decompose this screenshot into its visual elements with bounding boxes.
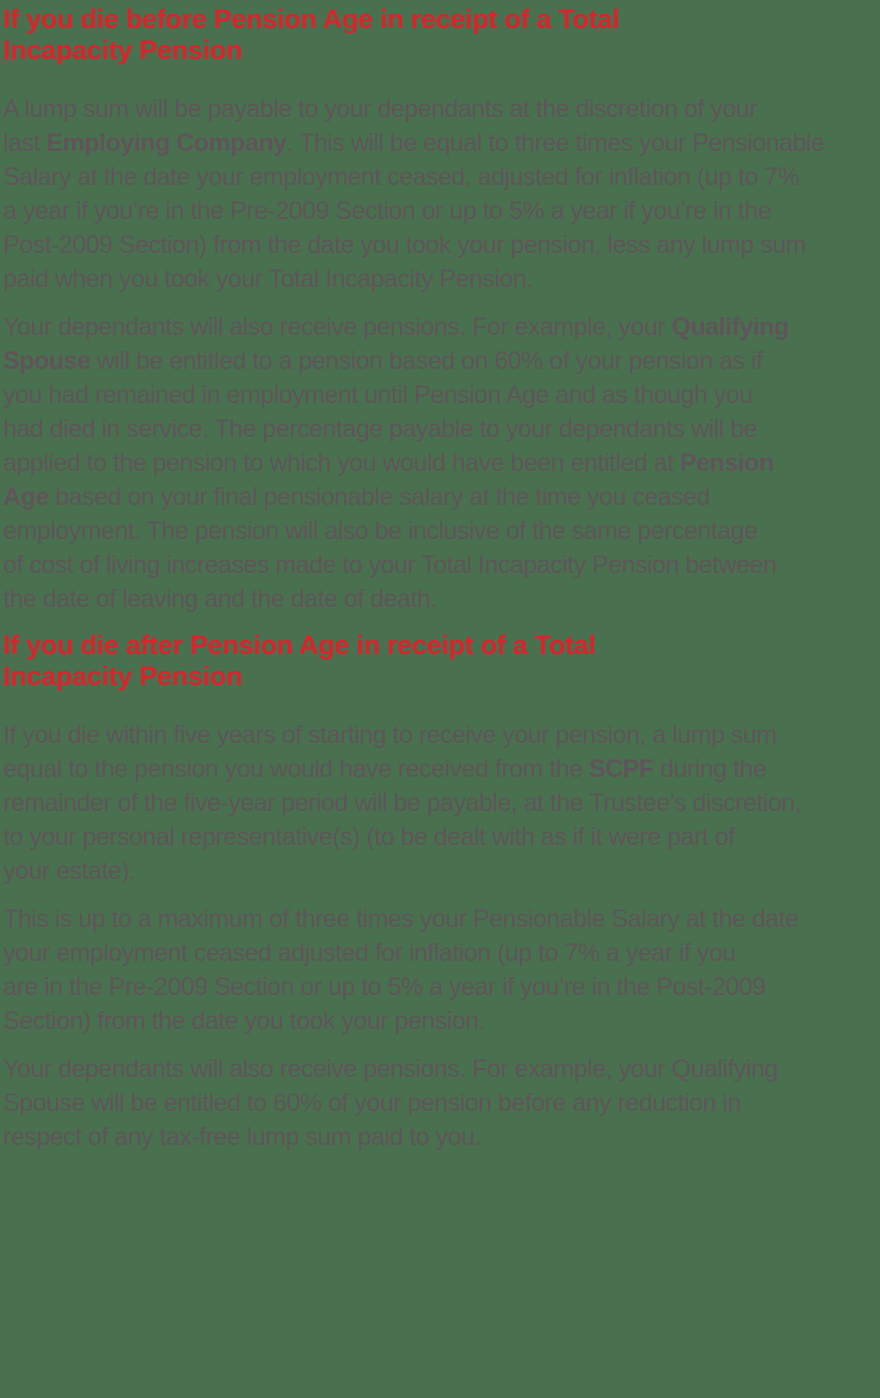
text-segment: Salary at the date your employment ceased, adjusted for inflation (up to 7%	[3, 163, 800, 191]
text-line	[3, 126, 880, 160]
heading-line: If you die before Pension Age in receipt of a Total	[3, 4, 620, 34]
paragraph	[3, 902, 880, 1038]
text-line	[3, 262, 880, 296]
heading-die-before-pension-age	[3, 4, 880, 66]
text-segment: Spouse will be entitled to 60% of your pension before any reduction in	[3, 1089, 741, 1117]
text-line	[3, 718, 880, 752]
text-segment: to your personal representative(s) (to be dealt with as if it were part of	[3, 823, 735, 851]
text-line	[3, 378, 880, 412]
text-line	[3, 480, 880, 514]
paragraph	[3, 92, 880, 296]
text-line	[3, 854, 880, 888]
text-line	[3, 582, 880, 616]
text-line	[3, 902, 880, 936]
text-segment: A lump sum will be payable to your dependants at the discretion of your	[3, 95, 757, 123]
text-line	[3, 1120, 880, 1154]
heading-line: Incapacity Pension	[3, 35, 243, 65]
bold-term: Employing Company	[46, 129, 287, 157]
text-segment: had died in service. The percentage payable to your dependants will be	[3, 415, 757, 443]
heading-line: Incapacity Pension	[3, 661, 243, 691]
text-line	[3, 1052, 880, 1086]
text-line	[3, 548, 880, 582]
text-segment: remainder of the five-year period will be payable, at the Trustee’s discretion,	[3, 789, 801, 817]
bold-term: Qualifying	[671, 313, 789, 341]
text-segment: during the	[653, 755, 767, 783]
bold-term: Pension	[679, 449, 774, 477]
text-segment: Post-2009 Section) from the date you took your pension, less any lump sum	[3, 231, 806, 259]
text-line	[3, 446, 880, 480]
text-line	[3, 514, 880, 548]
bold-term: Age	[3, 483, 49, 511]
heading-die-after-pension-age	[3, 630, 880, 692]
text-segment: applied to the pension to which you would have been entitled at	[3, 449, 680, 477]
text-segment: are in the Pre-2009 Section or up to 5% a year if you’re in the Post-2009	[3, 973, 766, 1001]
text-line	[3, 1004, 880, 1038]
paragraph	[3, 1052, 880, 1154]
text-segment: Section) from the date you took your pension.	[3, 1007, 485, 1035]
text-segment: respect of any tax-free lump sum paid to you.	[3, 1123, 481, 1151]
heading-line: If you die after Pension Age in receipt of a Total	[3, 630, 596, 660]
text-segment: your estate).	[3, 857, 136, 885]
text-segment: of cost of living increases made to your Total Incapacity Pension between	[3, 551, 777, 579]
text-segment: Your dependants will also receive pensions. For example, your Qualifying	[3, 1055, 778, 1083]
text-segment: your employment ceased adjusted for inflation (up to 7% a year if you	[3, 939, 736, 967]
text-line	[3, 1086, 880, 1120]
text-line	[3, 160, 880, 194]
text-segment: the date of leaving and the date of death.	[3, 585, 437, 613]
text-line	[3, 970, 880, 1004]
text-segment: If you die within five years of starting to receive your pension, a lump sum	[3, 721, 777, 749]
text-line	[3, 194, 880, 228]
text-segment: last	[3, 129, 47, 157]
text-segment: you had remained in employment until Pension Age and as though you	[3, 381, 753, 409]
text-line	[3, 786, 880, 820]
paragraph	[3, 718, 880, 888]
text-line	[3, 228, 880, 262]
text-segment: a year if you’re in the Pre-2009 Section or up to 5% a year if you’re in the	[3, 197, 772, 225]
text-line	[3, 752, 880, 786]
text-line	[3, 820, 880, 854]
text-segment: employment. The pension will also be inclusive of the same percentage	[3, 517, 758, 545]
text-line	[3, 310, 880, 344]
section-die-before-pension-age	[3, 4, 880, 616]
text-segment: equal to the pension you would have received from the	[3, 755, 589, 783]
text-line	[3, 412, 880, 446]
text-line	[3, 344, 880, 378]
text-segment: based on your final pensionable salary at the time you ceased	[48, 483, 710, 511]
text-segment: This is up to a maximum of three times your Pensionable Salary at the date	[3, 905, 799, 933]
section-die-after-pension-age	[3, 630, 880, 1154]
text-line	[3, 92, 880, 126]
text-segment: Your dependants will also receive pensions. For example, your	[3, 313, 672, 341]
text-segment: paid when you took your Total Incapacity Pension.	[3, 265, 533, 293]
text-segment: . This will be equal to three times your Pensionable	[286, 129, 825, 157]
bold-term: Spouse	[3, 347, 91, 375]
paragraph	[3, 310, 880, 616]
bold-term: SCPF	[588, 755, 654, 783]
text-segment: will be entitled to a pension based on 60% of your pension as if	[90, 347, 763, 375]
text-line	[3, 936, 880, 970]
